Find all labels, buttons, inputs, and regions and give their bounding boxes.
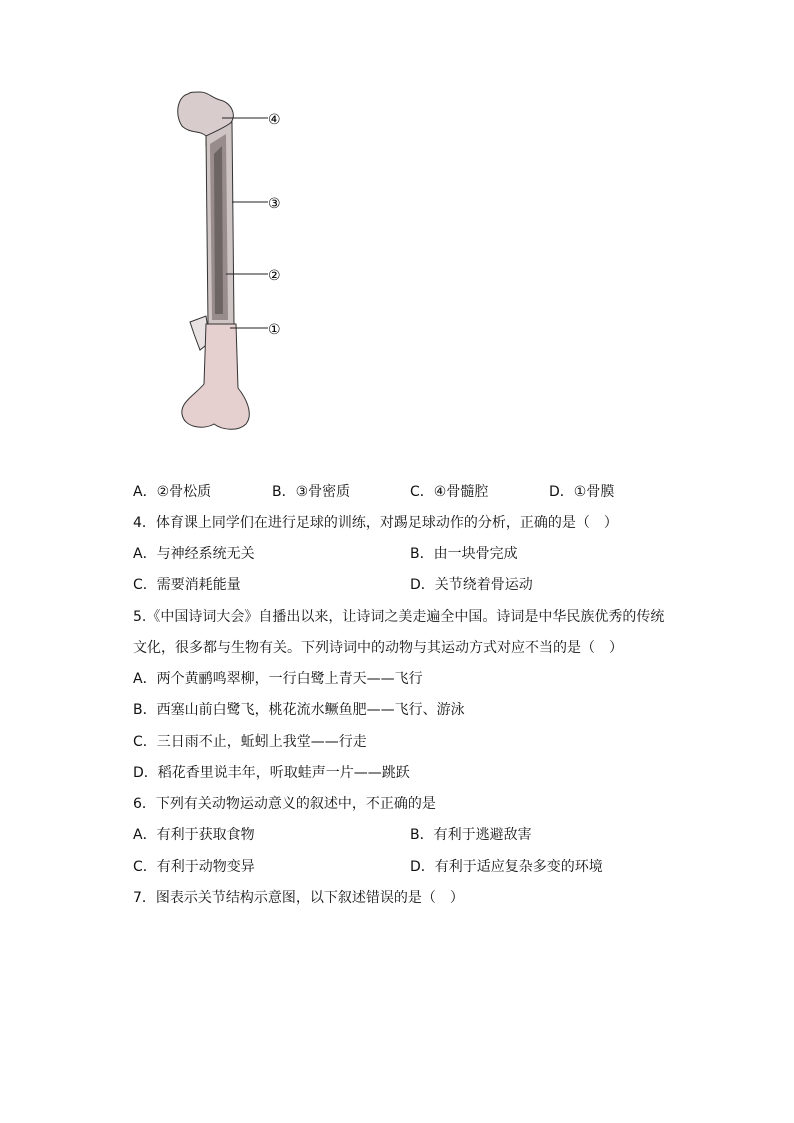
q3-option-b: B．③骨密质 [272,484,351,500]
q5-stem-line-2: 文化，很多都与生物有关。下列诗词中的动物与其运动方式对应不当的是（ ） [133,640,623,656]
q3-option-a: A．②骨松质 [133,484,212,500]
q4-option-d: D．关节绕着骨运动 [410,577,533,593]
label-3: ③ [268,196,281,212]
q6-option-c: C．有利于动物变异 [133,859,255,875]
q3-option-c: C．④骨髓腔 [410,484,489,500]
q5-option-d: D．稻花香里说丰年，听取蛙声一片——跳跃 [133,765,410,781]
q4-stem: 4．体育课上同学们在进行足球的训练，对踢足球动作的分析，正确的是（ ） [133,515,618,531]
q6-option-a: A．有利于获取食物 [133,827,255,843]
q4-option-c: C．需要消耗能量 [133,577,241,593]
q4-option-b: B．由一块骨完成 [410,546,518,562]
q5-option-a: A．两个黄鹂鸣翠柳，一行白鹭上青天——飞行 [133,671,423,687]
label-2: ② [268,268,281,284]
q6-option-d: D．有利于适应复杂多变的环境 [410,859,603,875]
q7-stem: 7．图表示关节结构示意图，以下叙述错误的是（ ） [133,890,464,906]
long-bone-illustration [160,84,310,444]
label-1: ① [268,322,281,338]
q4-option-a: A．与神经系统无关 [133,546,255,562]
q6-option-b: B．有利于逃避敌害 [410,827,532,843]
q3-option-d: D．①骨膜 [549,484,615,500]
long-bone-figure [160,84,310,444]
label-4: ④ [268,112,281,128]
q6-stem: 6．下列有关动物运动意义的叙述中，不正确的是 [133,796,436,812]
q5-stem-line-1: 5.《中国诗词大会》自播出以来，让诗词之美走遍全中国。诗词是中华民族优秀的传统 [133,609,665,625]
q5-option-c: C．三日雨不止，蚯蚓上我堂——行走 [133,734,367,750]
q5-option-b: B．西塞山前白鹭飞，桃花流水鳜鱼肥——飞行、游泳 [133,702,465,718]
